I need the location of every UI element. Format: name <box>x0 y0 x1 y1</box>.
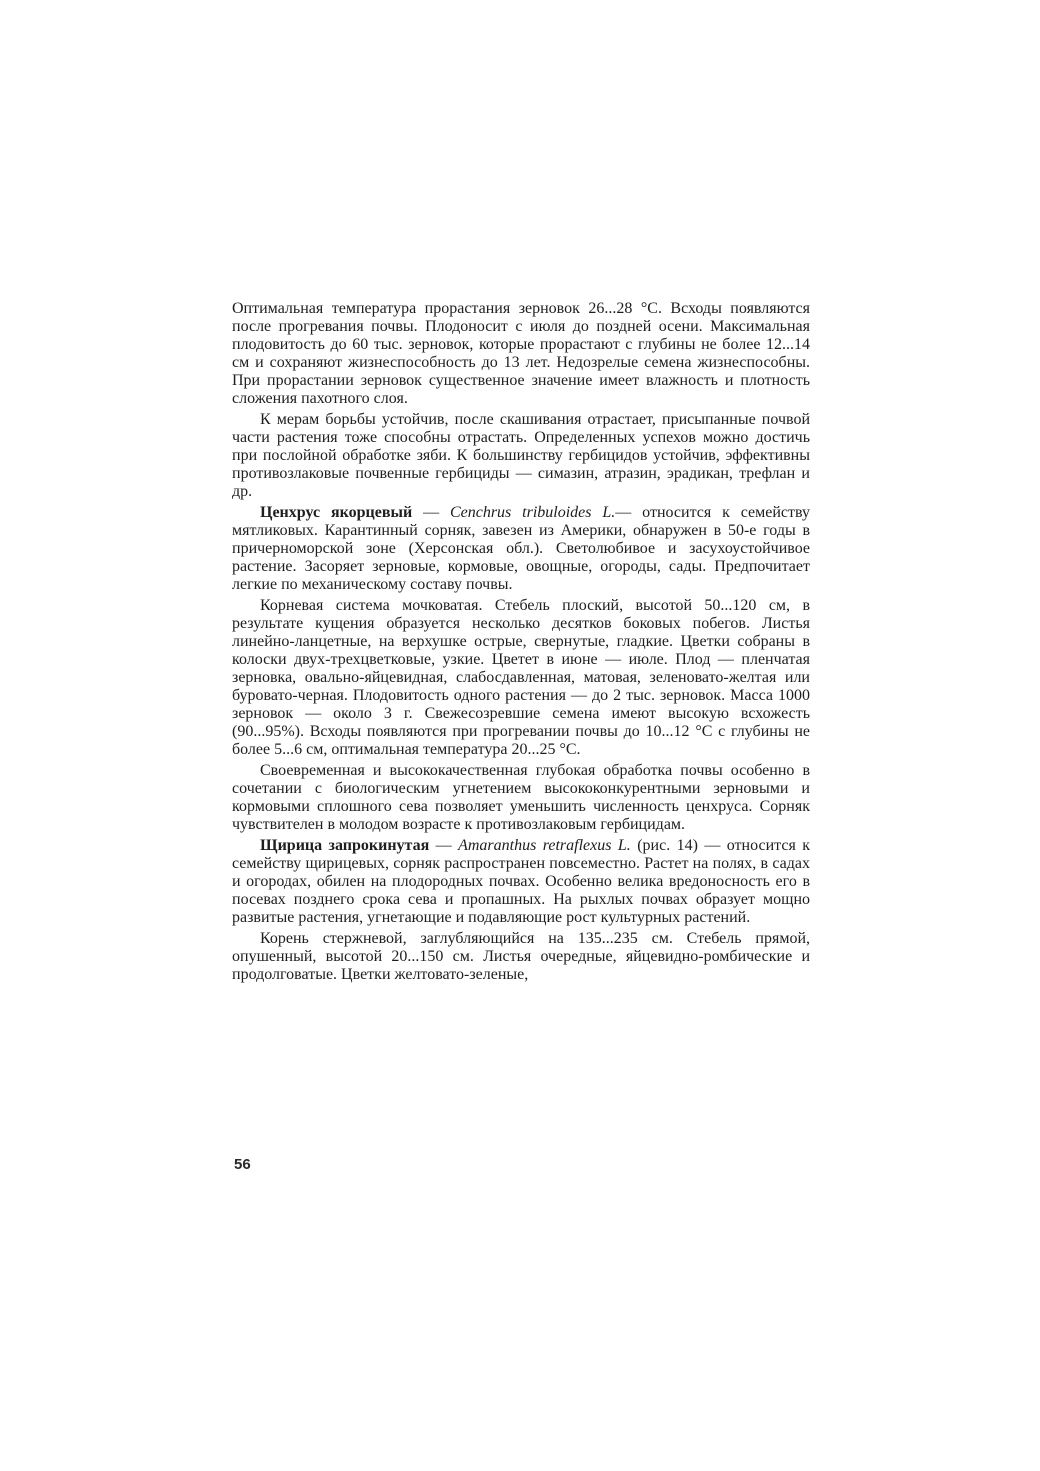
paragraph-7: Корень стержневой, заглубляющийся на 135...235 см. Стебель прямой, опушенный, высотой 20...150 см. Листья очередные, яйцевидно-ромбические и продолговатые. Цветки желтовато-зеленые, <box>232 930 810 983</box>
page-text <box>232 300 810 987</box>
paragraph-1: Оптимальная температура прорастания зерновок 26...28 °С. Всходы появляются после прогревания почвы. Плодоносит с июля до поздней осени. Максимальная плодовитость до 60 тыс. зерновок, которые прорастают с глубины не более 12...14 см и сохраняют жизнеспособность до 13 лет. Недозрелые семена жизнеспособны. При прорастании зерновок существенное значение имеет влажность и плотность сложения пахотного слоя. <box>232 300 810 407</box>
paragraph-body: (рис. 14) — относится к семейству щирицевых, сорняк распространен повсеместно. Растет на полях, в садах и огородах, обилен на плодородных почвах. Особенно велика вредоносность его в посевах позднего срока сева и пропашных. На рыхлых почвах образует мощно развитые растения, угнетающие и подавляющие рост культурных растений. <box>232 837 811 926</box>
page-number: 56 <box>234 1156 251 1173</box>
paragraph-5: Своевременная и высококачественная глубокая обработка почвы особенно в сочетании с биологическим угнетением высококонкурентными зерновыми и кормовыми сплошного сева позволяет уменьшить численность ценхруса. Сорняк чувствителен в молодом возрасте к противозлаковым гербицидам. <box>232 762 810 833</box>
paragraph-2: К мерам борьбы устойчив, после скашивания отрастает, присыпанные почвой части растения тоже способны отрастать. Определенных успехов можно достичь при послойной обработке зяби. К большинству гербицидов устойчив, эффективны противозлаковые почвенные гербициды — симазин, атразин, эрадикан, трефлан и др. <box>232 411 810 500</box>
paragraph-cenchrus <box>232 504 810 594</box>
latin-name-amaranthus: Amaranthus retraflexus L. <box>458 837 631 854</box>
latin-name-cenchrus: Cenchrus tribuloides L. <box>449 504 616 521</box>
term-dash: — <box>412 504 450 521</box>
paragraph-4: Корневая система мочковатая. Стебель плоский, высотой 50...120 см, в результате кущения образуется несколько десятков боковых побегов. Листья линейно-ланцетные, на верхушке острые, свернутые, гладкие. Цветки собраны в колоски двух-трехцветковые, узкие. Цветет в июне — июле. Плод — пленчатая зерновка, овально-яйцевидная, слабосдавленная, матовая, зеленовато-желтая или буровато-черная. Плодовитость одного растения — до 2 тыс. зерновок. Масса 1000 зерновок — около 3 г. Свежесозревшие семена имеют высокую всхожесть (90...95%). Всходы появляются при прогревании почвы до 10...12 °С с глубины не более 5...6 см, оптимальная температура 20...25 °С. <box>232 597 810 758</box>
species-term-amaranthus: Щирица запрокинутая <box>260 837 430 854</box>
paragraph-amaranthus <box>232 837 810 927</box>
species-term-cenchrus: Ценхрус якорцевый <box>260 504 413 521</box>
paragraph-body: — относится к семейству мятликовых. Карантинный сорняк, завезен из Америки, обнаружен в 50-е годы в причерноморской зоне (Херсонская обл.). Светолюбивое и засухоустойчивое растение. Засоряет зерновые, кормовые, овощные, огороды, сады. Предпочитает легкие по механическому составу почвы. <box>232 504 811 593</box>
term-dash: — <box>429 837 459 854</box>
